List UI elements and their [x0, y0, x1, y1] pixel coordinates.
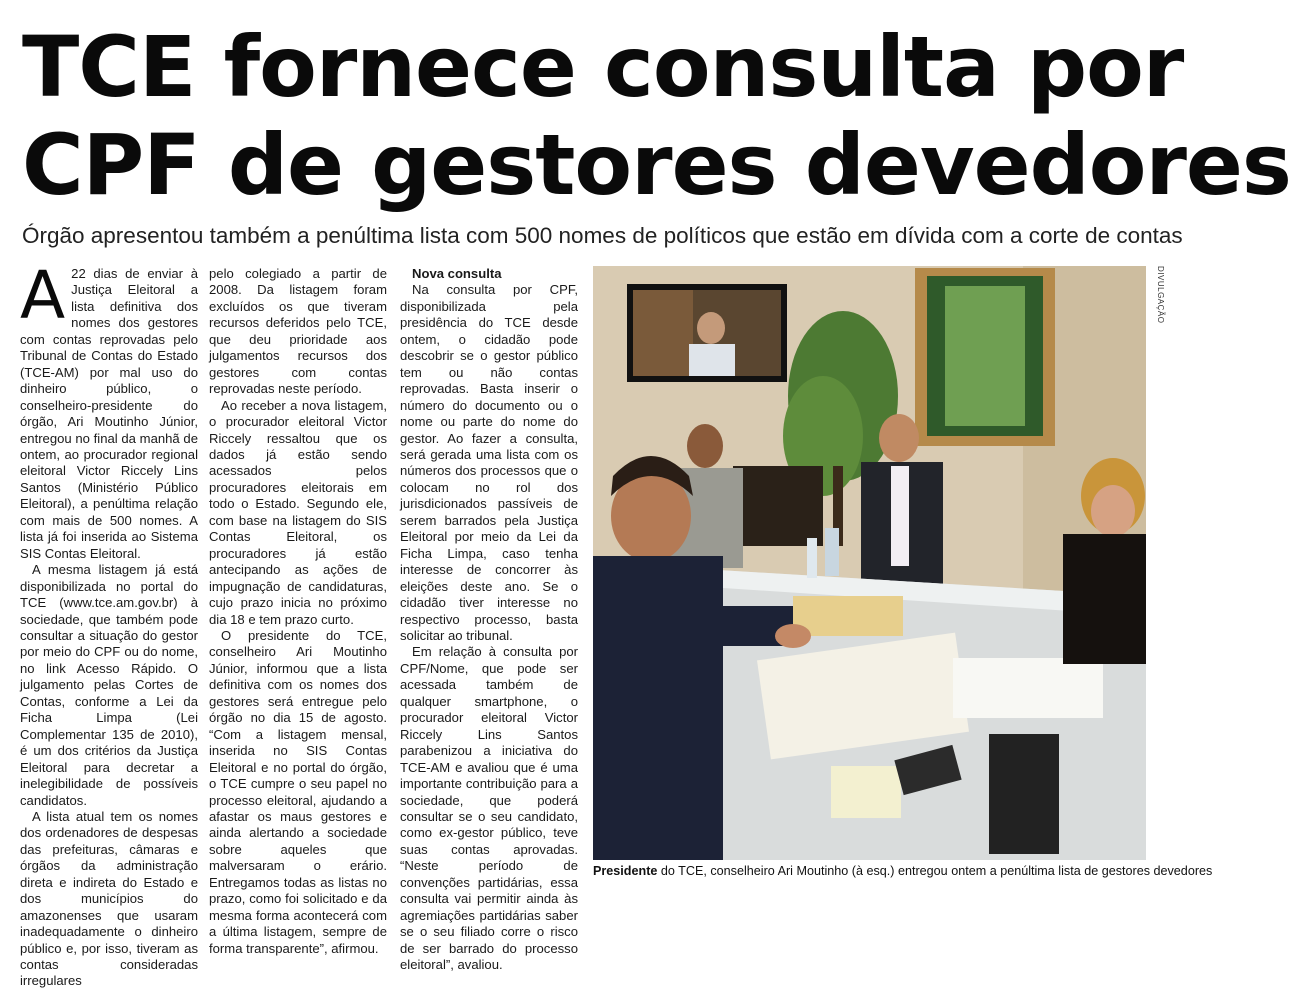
subheadline: Órgão apresentou também a penúltima lista com 500 nomes de políticos que estão em dívida com a corte de contas [22, 223, 1183, 248]
paragraph: Na consulta por CPF, disponibilizada pela presidência do TCE desde ontem, o cidadão pode descobrir se o gestor público tem ou não contas reprovadas. Basta inserir o número do documento ou o nome ou parte do nome do gestor. Ao fazer a consulta, será gerada uma lista com os números dos processos que o colocam no rol dos jurisdicionados passíveis de serem barrados pela Justiça Eleitoral por meio da Lei da Ficha Limpa, caso tenha interesse de concorrer às eleições deste ano. Se o cidadão tiver interesse no respectivo processo, basta solicitar ao tribunal. [400, 282, 578, 643]
drop-cap: A [20, 257, 66, 334]
paragraph: A mesma listagem já está disponibilizada no portal do TCE (www.tce.am.gov.br) à sociedade, que também pode consultar a situação do gestor por meio do CPF ou do nome, no link Acesso Rápido. O julgamento pelas Cortes de Contas, conforme a Lei da Ficha Limpa (Lei Complementar 135 de 2010), é um dos critérios da Justiça Eleitoral para decretar a inelegibilidade de possíveis candidatos. [20, 562, 198, 808]
photo-credit: DIVULGAÇÃO [1156, 266, 1165, 324]
headline-line-1: TCE fornece consulta por [22, 18, 1184, 116]
headline [22, 18, 1291, 214]
paragraph: Em relação à consulta por CPF/Nome, que pode ser acessada também de qualquer smartphone, o procurador eleitoral Victor Riccely Lins Santos parabenizou a iniciativa do TCE-AM e avaliou que é uma importante contribuição para a sociedade, que poderá consultar se o seu candidato, como ex-gestor público, teve suas contas aprovadas. “Neste período de convenções partidárias, essa consulta vai permitir ainda às agremiações partidárias saber se o seu filiado corre o risco de ser barrado do processo eleitoral”, avaliou. [400, 644, 578, 973]
headline-line-2: CPF de gestores devedores [22, 116, 1291, 214]
photo-caption [593, 862, 1213, 880]
paragraph [20, 257, 198, 562]
paragraph: Ao receber a nova listagem, o procurador eleitoral Victor Riccely ressaltou que os dados já estão sendo acessados pelos procuradores eleitorais em todo o Estado. Segundo ele, com base na listagem do SIS Contas Eleitoral, os procuradores já estão antecipando as ações de impugnação de candidaturas, cujo prazo inicia no próximo dia 18 e tem prazo curto. [209, 397, 387, 627]
paragraph-text: 22 dias de enviar à Justiça Eleitoral a lista definitiva dos nomes dos gestores com contas reprovadas pelo Tribunal de Contas do Estado (TCE-AM) por mal uso do dinheiro público, o conselheiro-presidente do órgão, Ari Moutinho Júnior, entregou no final da manhã de ontem, ao procurador regional eleitoral Victor Riccely Lins Santos (Ministério Público Eleitoral), a penúltima relação com mais de 500 nomes. A lista já foi inserida ao Sistema SIS Contas Eleitoral. [20, 266, 198, 561]
caption-text: do TCE, conselheiro Ari Moutinho (à esq.) entregou ontem a penúltima lista de gestores devedores [657, 864, 1213, 878]
paragraph: A lista atual tem os nomes dos ordenadores de despesas das prefeituras, câmaras e órgãos da administração direta e indireta do Estado e dos municípios do amazonenses que usaram inadequadamente o dinheiro público e, por isso, tiveram as contas consideradas irregulares [20, 808, 198, 989]
news-photo [593, 266, 1146, 860]
article-column-1 [20, 257, 198, 989]
paragraph: O presidente do TCE, conselheiro Ari Moutinho Júnior, informou que a lista definitiva com os nomes dos gestores será entregue pelo órgão no dia 15 de agosto. “Com a listagem mensal, inserida no SIS Contas Eleitoral e no portal do órgão, o TCE cumpre o seu papel no processo eleitoral, ajudando a afastar os maus gestores e ainda alertando a sociedade sobre aqueles que malversaram o erário. Entregamos todas as listas no prazo, como foi solicitado e da mesma forma acontecerá com a última listagem, sempre de forma transparente”, afirmou. [209, 627, 387, 956]
article-column-2 [209, 266, 387, 956]
meeting-photo-illustration [593, 266, 1146, 860]
paragraph: pelo colegiado a partir de 2008. Da listagem foram excluídos os que tiveram recursos deferidos pelo TCE, que deu prioridade aos julgamentos recursos dos gestores com contas reprovadas neste período. [209, 266, 387, 397]
article-column-3 [400, 266, 578, 973]
section-subtitle: Nova consulta [412, 266, 502, 281]
caption-lead: Presidente [593, 864, 658, 878]
